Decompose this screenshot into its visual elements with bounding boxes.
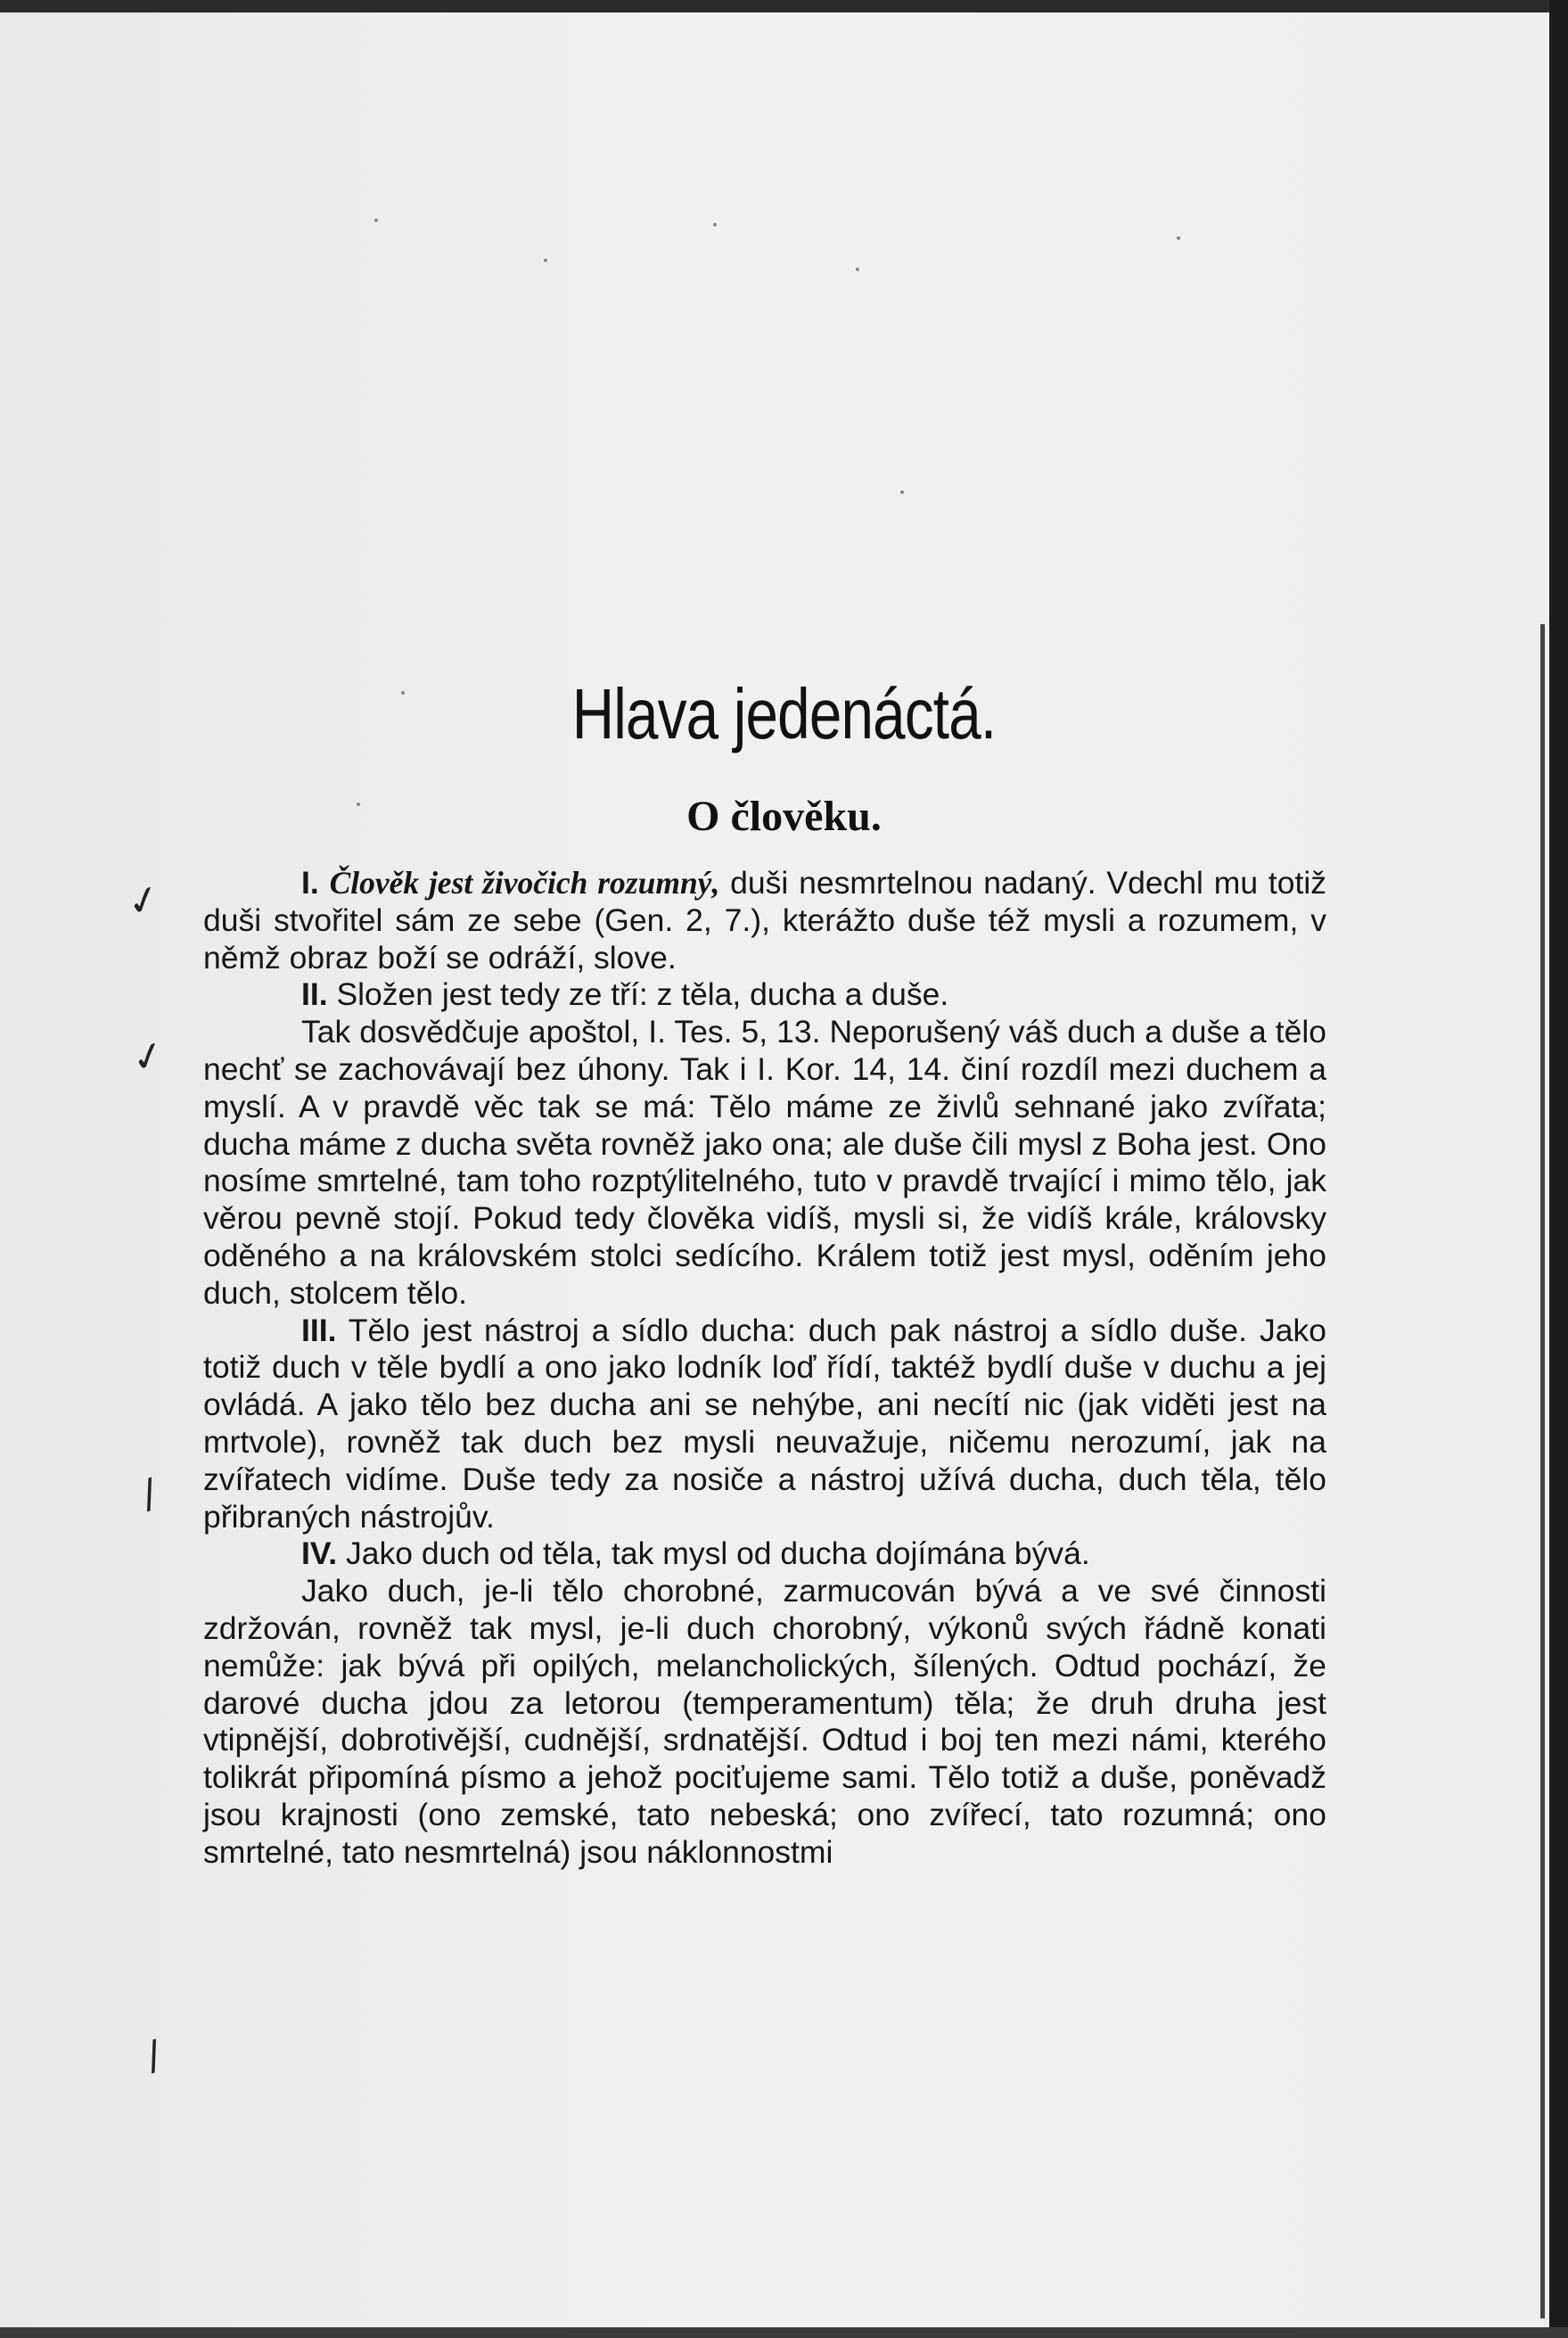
paragraph-6 [203,1573,1326,1871]
scan-top-edge [0,0,1568,12]
paragraph-5 [203,1535,1326,1573]
body-text [203,865,1326,1872]
paragraph-text: duši nesmrtelnou nadaný. Vdechl mu totiž duši stvořitel sám ze sebe (Gen. 2, 7.), kterážto duše též mysli a rozumem, v němž obraz boží se odráží, slove. [203,865,1326,976]
scan-right-shadow [1540,624,1545,2318]
paragraph-text: Jako duch, je-li tělo chorobné, zarmucován bývá a ve své činnosti zdržován, rovněž tak mysl, je-li duch chorobný, výkonů svých řádně konati nemůže: jak bývá při opilých, melancholických, šílených. Odtud pochází, že darové ducha jdou za letorou (temperamentum) těla; že druh druha jest vtipnější, dobrotivější, cudnější, srdnatější. Odtud i boj ten mezi námi, kterého tolikrát připomíná písmo a jehož pociťujeme sami. Tělo totiž a duše, poněvadž jsou krajnosti (ono zemské, tato nebeská; ono zvířecí, tato rozumná; ono smrtelné, tato nesmrtelná) jsou náklonnostmi [203,1573,1326,1870]
paragraph-text: Tak dosvědčuje apoštol, I. Tes. 5, 13. Neporušený váš duch a duše a tělo nechť se zachovávají bez úhony. Tak i I. Kor. 14, 14. činí rozdíl mezi duchem a myslí. A v pravdě věc tak se má: Tělo máme ze živlů sehnané jako zvířata; ducha máme z ducha světa rovněž jako ona; ale duše čili mysl z Boha jest. Ono nosíme smrtelné, tam toho rozptýlitelného, tuto v pravdě trvající i mimo tělo, jak věrou pevně stojí. Pokud tedy člověka vidíš, mysli si, že vidíš krále, královsky oděného a na královském stolci sedícího. Králem totiž jest mysl, oděním jeho duch, stolcem tělo. [203,1014,1326,1311]
paragraph-text: Složen jest tedy ze tří: z těla, ducha a duše. [327,976,949,1013]
paragraph-number: I. [301,865,319,901]
speck [544,259,547,262]
speck [900,490,904,494]
emphasis: Člověk jest živočich rozumný, [329,865,720,901]
paragraph-text: Tělo jest nástroj a sídlo ducha: duch pak nástroj a sídlo duše. Jako totiž duch v těle bydlí a ono jako lodník loď řídí, taktéž bydlí duše v duchu a jej ovládá. A jako tělo bez ducha ani se nehýbe, ani necítí nic (jak viděti jest na mrtvole), rovněž tak duch bez mysli neuvažuje, ničemu nerozumí, jak na zvířatech vidíme. Duše tedy za nosiče a nástroj užívá ducha, duch těla, tělo přibraných nástrojův. [203,1312,1326,1535]
margin-slash: / [136,1469,162,1519]
speck [713,223,717,226]
chapter-subtitle: O člověku. [686,793,882,840]
scan-bottom-edge [0,2327,1568,2338]
speck [856,268,859,271]
margin-slash: / [141,2031,167,2080]
speck [374,218,378,222]
margin-checkmark: ✓ [122,875,166,927]
paragraph-3 [203,1014,1326,1312]
paragraph-4 [203,1313,1326,1536]
paragraph-2 [203,976,1326,1014]
margin-checkmark: ✓ [127,1031,170,1083]
paragraph-number: IV. [301,1535,338,1572]
scan-right-edge [1549,0,1568,2338]
paragraph-number: III. [301,1312,337,1348]
paragraph-number: II. [301,976,328,1013]
paragraph-1 [203,865,1326,976]
paragraph-text: Jako duch od těla, tak mysl od ducha dojímána bývá. [337,1535,1090,1572]
chapter-title: Hlava jedenáctá. [571,674,997,753]
speck [1177,236,1180,240]
